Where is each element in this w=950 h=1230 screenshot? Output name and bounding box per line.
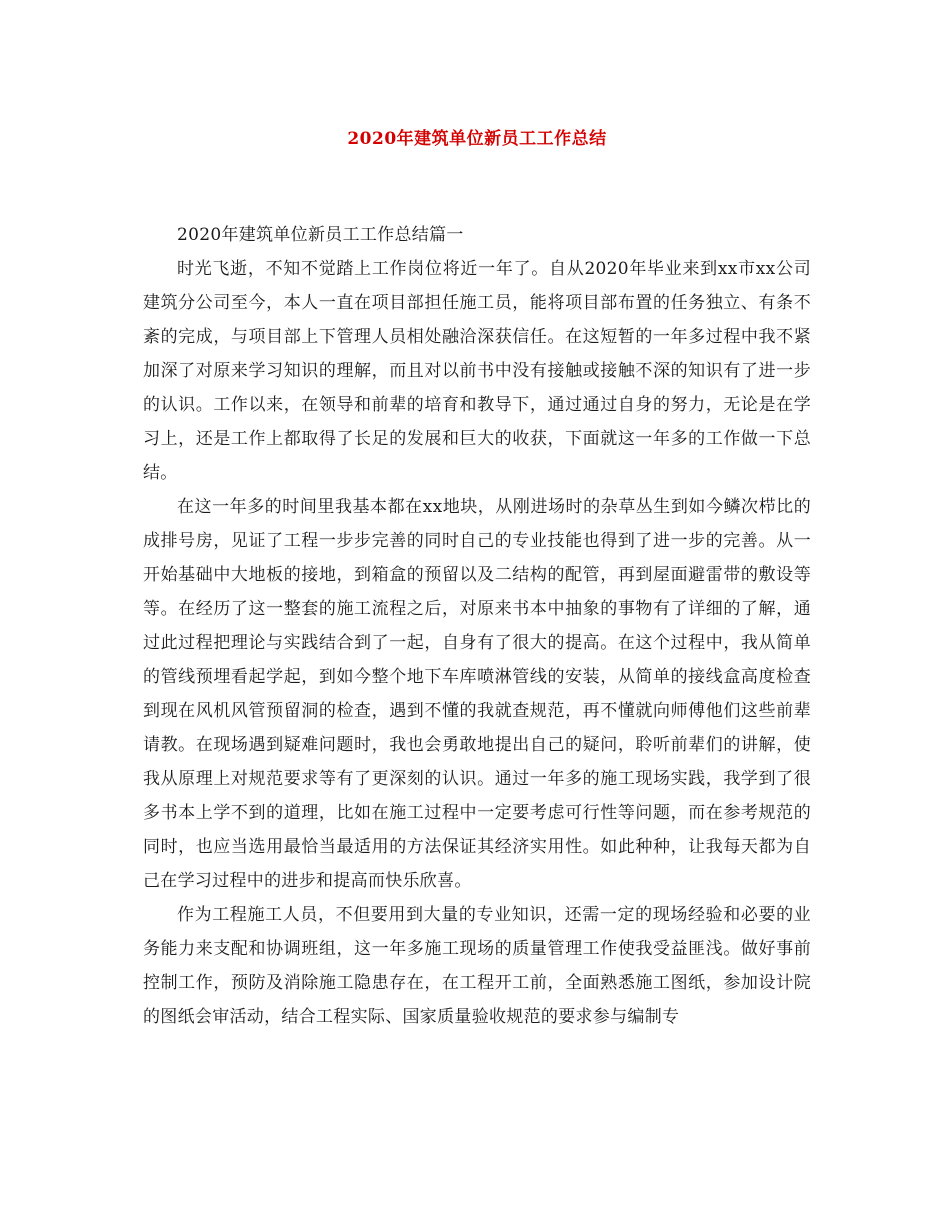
section-heading: 2020年建筑单位新员工工作总结篇一	[177, 225, 464, 245]
paragraph: 作为工程施工人员，不但要用到大量的专业知识，还需一定的现场经验和必要的业务能力来支配和协调班组，这一年多施工现场的质量管理工作使我受益匪浅。做好事前控制工作，预防及消除施工隐患存在，在工程开工前，全面熟悉施工图纸，参加设计院的图纸会审活动，结合工程实际、国家质量验收规范的要求参与编制专	[143, 905, 811, 1027]
document-title: 2020年建筑单位新员工工作总结	[347, 129, 607, 149]
paragraph: 时光飞逝，不知不觉踏上工作岗位将近一年了。自从2020年毕业来到xx市xx公司建筑分公司至今，本人一直在项目部担任施工员，能将项目部布置的任务独立、有条不紊的完成，与项目部上下管理人员相处融洽深获信任。在这短暂的一年多过程中我不紧加深了对原来学习知识的理解，而且对以前书中没有接触或接触不深的知识有了进一步的认识。工作以来，在领导和前辈的培育和教导下，通过通过自身的努力，无论是在学习上，还是工作上都取得了长足的发展和巨大的收获，下面就这一年多的工作做一下总结。	[143, 259, 811, 483]
paragraph: 在这一年多的时间里我基本都在xx地块，从刚进场时的杂草丛生到如今鳞次栉比的成排号房，见证了工程一步步完善的同时自己的专业技能也得到了进一步的完善。从一开始基础中大地板的接地，到箱盒的预留以及二结构的配管，再到屋面避雷带的敷设等等。在经历了这一整套的施工流程之后，对原来书本中抽象的事物有了详细的了解，通过此过程把理论与实践结合到了一起，自身有了很大的提高。在这个过程中，我从简单的管线预埋看起学起，到如今整个地下车库喷淋管线的安装，从简单的接线盒高度检查到现在风机风管预留洞的检查，遇到不懂的我就查规范，再不懂就向师傅他们这些前辈请教。在现场遇到疑难问题时，我也会勇敢地提出自己的疑问，聆听前辈们的讲解，使我从原理上对规范要求等有了更深刻的认识。通过一年多的施工现场实践，我学到了很多书本上学不到的道理，比如在施工过程中一定要考虑可行性等问题，而在参考规范的同时，也应当选用最恰当最适用的方法保证其经济实用性。如此种种，让我每天都为自己在学习过程中的进步和提高而快乐欣喜。	[143, 497, 811, 891]
document-body	[143, 218, 811, 1034]
